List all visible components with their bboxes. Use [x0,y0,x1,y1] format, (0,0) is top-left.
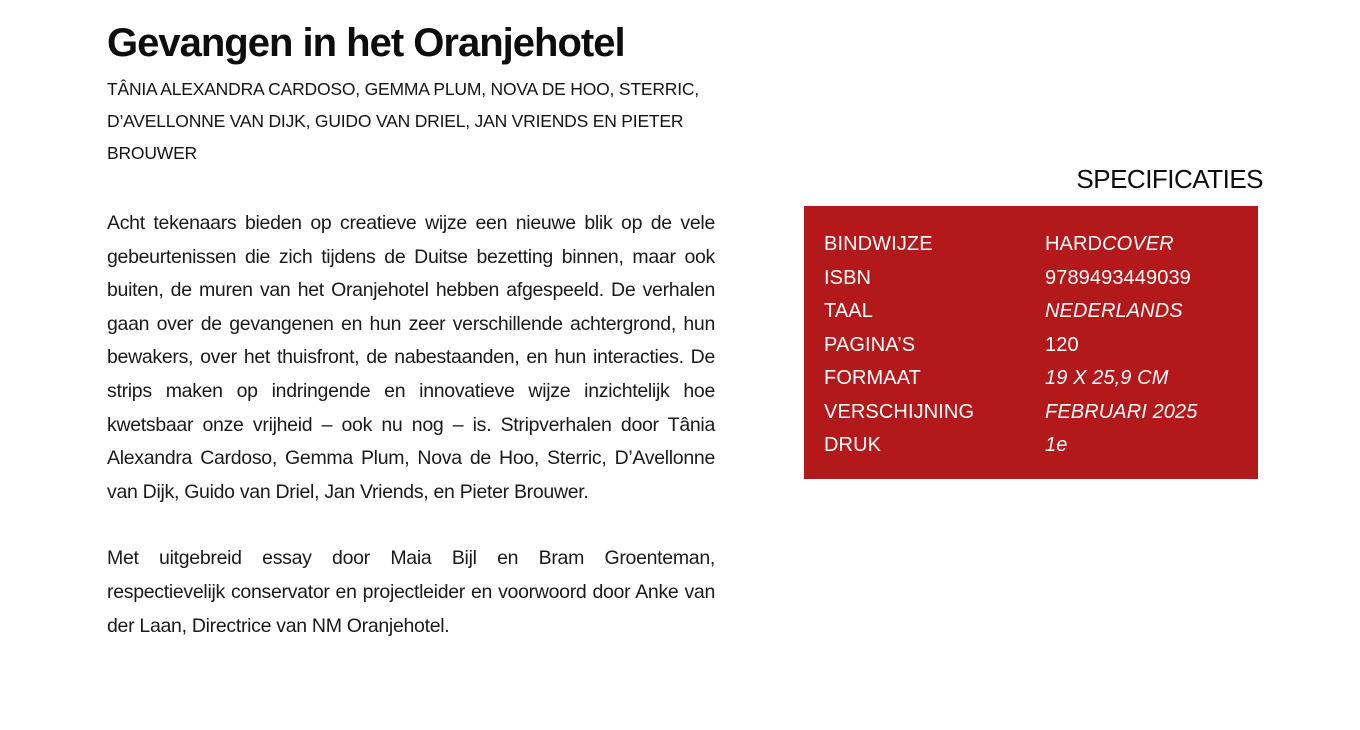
description-paragraph-2: Met uitgebreid essay door Maia Bijl en Bram Groenteman, respectievelijk conservator en projectleider en voorwoord door Anke van der Laan, Directrice van NM Oranjehotel. [107,547,715,637]
spec-label: FORMAAT [824,367,921,389]
spec-row-verschijning [824,396,1248,430]
book-description [107,207,715,643]
spec-value: NEDERLANDS [1045,300,1183,322]
spec-row-paginas [824,329,1248,363]
spec-value-italic-part: COVER [1102,233,1174,255]
spec-value: 120 [1045,333,1079,356]
spec-value: 19 X 25,9 CM [1045,367,1169,389]
spec-row-formaat [824,362,1248,396]
spec-label: VERSCHIJNING [824,400,975,423]
book-info-column [107,20,715,643]
spec-value: 9789493449039 [1045,266,1191,289]
spec-value: FEBRUARI 2025 [1045,400,1198,423]
spec-label: BINDWIJZE [824,233,933,255]
book-title: Gevangen in het Oranjehotel [107,21,625,65]
spec-label: PAGINA’S [824,333,916,356]
spec-row-druk [824,429,1248,463]
spec-label: ISBN [824,266,872,289]
spec-row-taal [824,295,1248,329]
spec-row-isbn [824,262,1248,296]
spec-row-bindwijze [824,228,1248,262]
spec-label: DRUK [824,434,882,456]
book-authors: TÂNIA ALEXANDRA CARDOSO, GEMMA PLUM, NOVA DE HOO, STERRIC, D’AVELLONNE VAN DIJK, GUIDO VAN DRIEL, JAN VRIENDS EN PIETER BROUWER [107,79,699,163]
specifications-heading: SPECIFICATIES [1076,164,1263,194]
spec-label: TAAL [824,300,873,322]
spec-value-regular-part: HARD [1045,233,1103,255]
description-paragraph-1: Acht tekenaars bieden op creatieve wijze een nieuwe blik op de vele gebeurtenissen die zich tijdens de Duitse bezetting binnen, maar ook buiten, de muren van het Oranjehotel hebben afgespeeld. De verhalen gaan over de gevangenen en hun zeer verschillende achtergrond, hun bewakers, over het thuisfront, de nabestaanden, en hun interacties. De strips maken op indringende en innovatieve wijze inzichtelijk hoe kwetsbaar onze vrijheid – ook nu nog – is. Stripverhalen door Tânia Alexandra Cardoso, Gemma Plum, Nova de Hoo, Sterric, D’Avellonne van Dijk, Guido van Driel, Jan Vriends, en Pieter Brouwer. [107,212,715,503]
spec-value: 1e [1045,434,1068,456]
spec-value [1045,228,1174,262]
specifications-panel [804,206,1258,479]
